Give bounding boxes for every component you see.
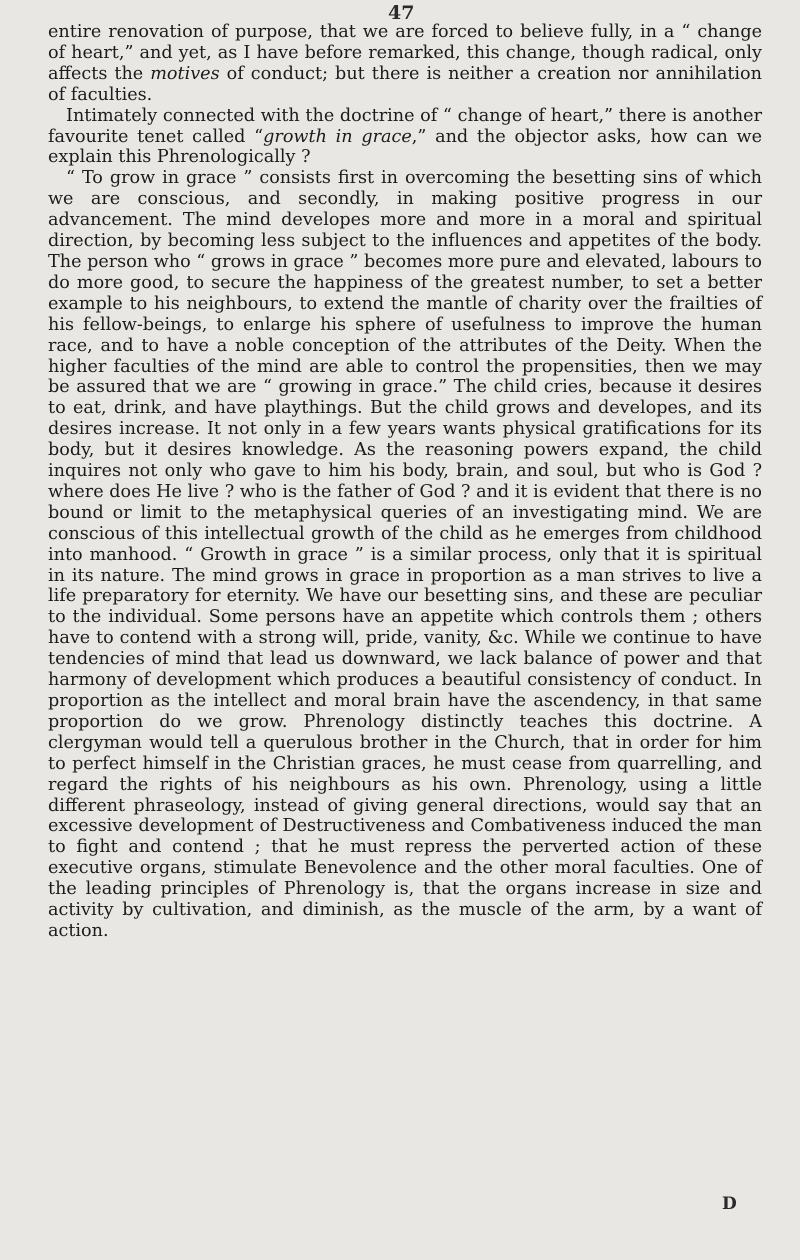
paragraph	[48, 106, 762, 169]
paragraph	[48, 22, 762, 106]
body-text	[48, 22, 762, 942]
text-run: Intimately connected with the doctrine of “ change of heart,” there is another favourite tenet called “	[48, 105, 762, 147]
italic-text-run: motives	[150, 63, 220, 84]
text-run: entire renovation of purpose, that we are forced to believe fully, in a “ change of heart,” and yet, as I have before remarked, this change, though radical, only affects the	[48, 22, 762, 84]
page-number: 47	[388, 2, 415, 24]
text-run: “ To grow in grace ” consists first in overcoming the besetting sins of which we are conscious, and secondly, in making positive progress in our advancement. The mind developes more and more in a moral and spiritual direction, by becoming less subject to the influences and appetites of the body. The person who “ grows in grace ” becomes more pure and elevated, labours to do more good, to secure the happiness of the greatest number, to set a better example to his neighbours, to extend the mantle of charity over the frailties of his fellow-beings, to enlarge his sphere of usefulness to improve the human race, and to have a noble conception of the attributes of the Deity. When the higher faculties of the mind are able to control the propensities, then we may be assured that we are “ growing in grace.” The child cries, because it desires to eat, drink, and have playthings. But the child grows and developes, and its desires increase. It not only in a few years wants physical gratifications for its body, but it desires knowledge. As the reasoning powers expand, the child inquires not only who gave to him his body, brain, and soul, but who is God ? where does He live ? who is the father of God ? and it is evident that there is no bound or limit to the metaphysical queries of an investigating mind. We are conscious of this intellectual growth of the child as he emerges from childhood into manhood. “ Growth in grace ” is a similar process, only that it is spiritual in its nature. The mind grows in grace in proportion as a man strives to live a life preparatory for eternity. We have our besetting sins, and these are peculiar to the individual. Some persons have an appetite which controls them ; others have to contend with a strong will, pride, vanity, &c. While we continue to have tendencies of mind that lead us downward, we lack balance of power and that harmony of development which produces a beautiful consistency of conduct. In proportion as the intellect and moral brain have the ascendency, in that same proportion do we grow. Phrenology distinctly teaches this doctrine. A clergyman would tell a querulous brother in the Church, that in order for him to perfect himself in the Christian graces, he must cease from quarrelling, and regard the rights of his neighbours as his own. Phrenology, using a little different phraseology, instead of giving general directions, would say that an excessive development of Destructiveness and Combativeness induced the man to fight and contend ; that he must repress the perverted action of these executive organs, stimulate Benevolence and the other moral faculties. One of the leading principles of Phrenology is, that the organs increase in size and activity by cultivation, and diminish, as the muscle of the arm, by a want of action.	[48, 168, 762, 941]
paragraph	[48, 168, 762, 942]
signature-mark: D	[722, 1194, 737, 1214]
text-run: ,” and the objector asks, how can we explain this Phrenologically ?	[48, 126, 762, 168]
italic-text-run: growth in grace	[263, 126, 412, 147]
text-run: of conduct; but there is neither a creation nor annihilation of faculties.	[48, 63, 762, 105]
